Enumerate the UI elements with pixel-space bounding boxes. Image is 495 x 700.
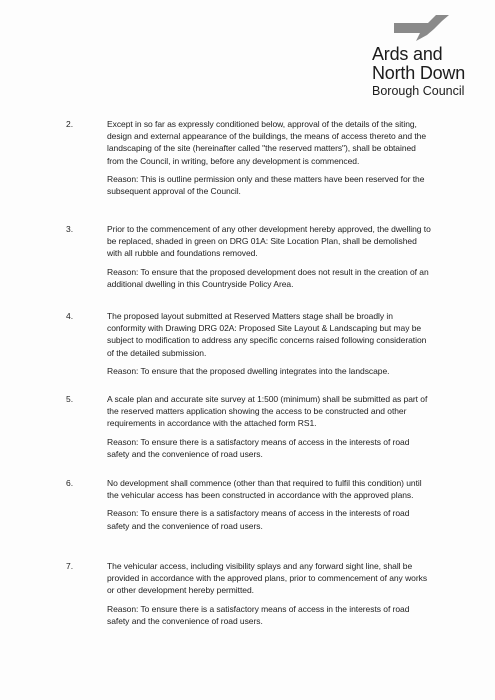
condition-number: 3. [66, 224, 74, 234]
condition-text: The vehicular access, including visibility splays and any forward sight line, shall be provided in accordance with the approved plans, prior to commencement of any works or other development hereby permitted. [107, 561, 428, 596]
condition-text: No development shall commence (other than that required to fulfil this condition) until the vehicular access has been constructed in accordance with the approved plans. [107, 478, 422, 501]
condition-reason: Reason: This is outline permission only and these matters have been reserved for the subsequent approval of the Council. [107, 173, 425, 197]
condition-reason: Reason: To ensure there is a satisfactory means of access in the interests of road safety and the convenience of road users. [107, 436, 410, 459]
logo-text-line1: Ards and [372, 44, 443, 64]
condition-reason: Reason: To ensure that the proposed development does not result in the creation of an additional dwelling in this Countryside Policy Area. [107, 266, 429, 289]
condition-number: 4. [66, 311, 74, 321]
condition-reason: Reason: To ensure there is a satisfactory means of access in the interests of road safety and the convenience of road users. [107, 508, 410, 531]
logo-mark-icon [394, 15, 449, 41]
condition-text: The proposed layout submitted at Reserved Matters stage shall be broadly in conformity with Drawing DRG 02A: Proposed Site Layout & Landscaping but may be subject to modification to address any specific concerns raised following consideration of the detailed submission. [107, 311, 427, 358]
condition-number: 6. [66, 478, 74, 488]
condition-text: Prior to the commencement of any other development hereby approved, the dwelling to be replaced, shaded in green on DRG 01A: Site Location Plan, shall be demolished with all rubble and foundations removed. [107, 224, 431, 259]
condition-body [107, 118, 432, 197]
condition-body [107, 477, 432, 532]
condition-body [107, 393, 432, 460]
condition-reason: Reason: To ensure that the proposed dwelling integrates into the landscape. [107, 365, 390, 376]
condition-text: Except in so far as expressly conditioned below, approval of the details of the siting, design and external appearance of the buildings, the means of access thereto and the landscaping of the site (hereinafter called "the reserved matters"), shall be obtained from the Council, in writing, before any development is commenced. [107, 119, 427, 166]
condition-body [107, 310, 432, 377]
condition-body [107, 560, 432, 627]
logo-text-line3: Borough Council [372, 84, 465, 98]
condition-reason: Reason: To ensure there is a satisfactory means of access in the interests of road safety and the convenience of road users. [107, 603, 410, 626]
condition-text: A scale plan and accurate site survey at 1:500 (minimum) shall be submitted as part of the reserved matters application showing the access to be constructed and other requirements in accordance with the attached form RS1. [107, 394, 428, 429]
condition-number: 7. [66, 561, 74, 571]
condition-body [107, 223, 432, 290]
council-logo [372, 15, 472, 105]
logo-mark-shape [394, 15, 449, 41]
logo-text-line2: North Down [372, 63, 466, 83]
condition-number: 2. [66, 119, 74, 129]
condition-number: 5. [66, 394, 74, 404]
